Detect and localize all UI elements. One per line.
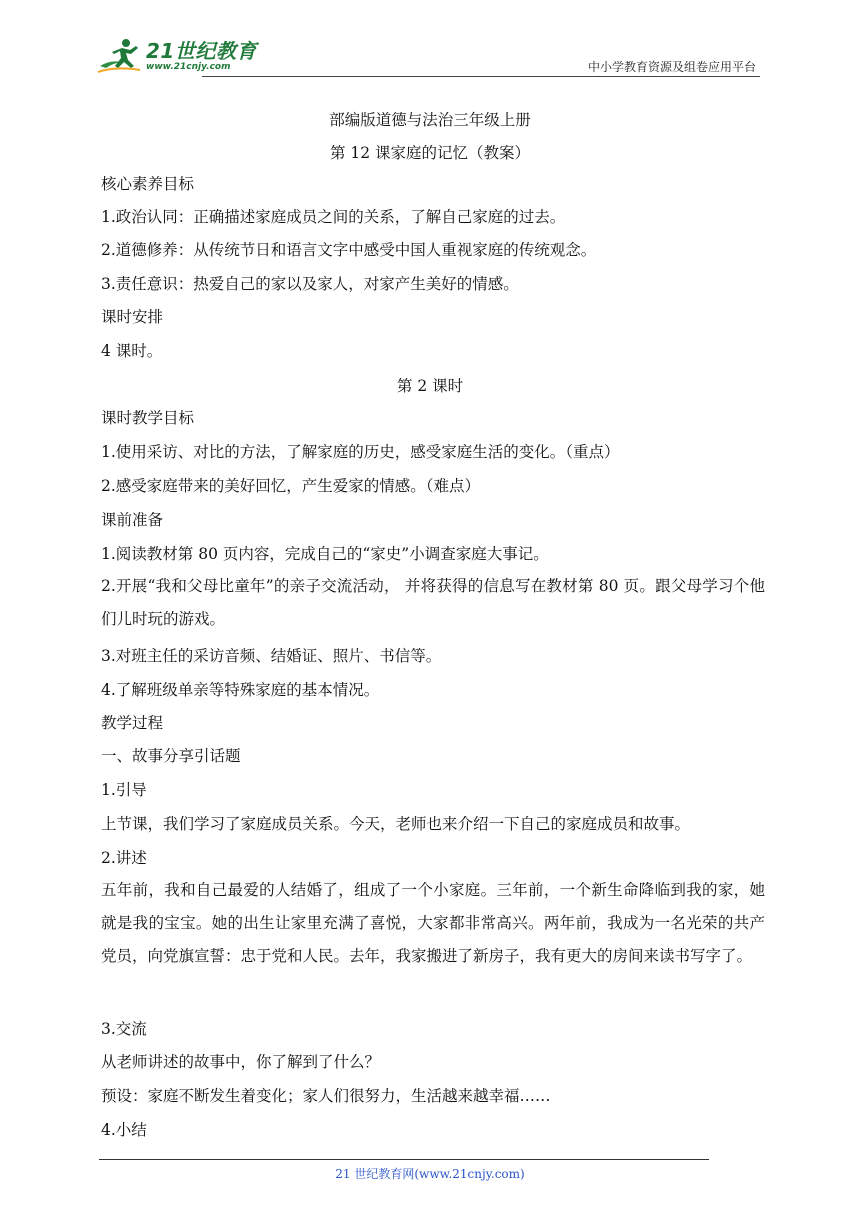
step-3-answer: 预设：家庭不断发生着变化；家人们很努力，生活越来越幸福……	[101, 1087, 551, 1105]
prep-item-2: 2.开展“我和父母比童年”的亲子交流活动， 并将获得的信息写在教材第 80 页。跟父母学习个他们儿时玩的游戏。	[101, 577, 765, 628]
schedule-text: 4 课时。	[101, 342, 163, 360]
heading-core: 核心素养目标	[101, 175, 195, 193]
step-3-label: 3.交流	[101, 1020, 147, 1038]
runner-logo-icon	[96, 36, 144, 76]
header-divider	[202, 76, 760, 77]
doc-title: 部编版道德与法治三年级上册	[329, 111, 531, 129]
heading-prep: 课前准备	[101, 511, 164, 529]
step-4-label: 4.小结	[101, 1121, 147, 1139]
page-header	[96, 28, 760, 80]
logo-url: www.21cnjy.com	[146, 61, 231, 72]
goal-item-2: 2.感受家庭带来的美好回忆，产生爱家的情感。（难点）	[101, 477, 481, 495]
core-item-2: 2.道德修养：从传统节日和语言文字中感受中国人重视家庭的传统观念。	[101, 241, 597, 259]
section-1-heading: 一、故事分享引话题	[101, 747, 241, 765]
step-1-text: 上节课，我们学习了家庭成员关系。今天，老师也来介绍一下自己的家庭成员和故事。	[101, 815, 691, 833]
lesson-heading: 第 2 课时	[396, 377, 464, 395]
step-2-text: 五年前，我和自己最爱的人结婚了，组成了一个小家庭。三年前，一个新生命降临到我的家，她就是我的宝宝。她的出生让家里充满了喜悦，大家都非常高兴。两年前，我成为一名光荣的共产党员，向党旗宣誓：忠于党和人民。去年，我家搬进了新房子，我有更大的房间来读书写字了。	[101, 881, 765, 965]
prep-item-4: 4.了解班级单亲等特殊家庭的基本情况。	[101, 681, 380, 699]
doc-subtitle: 第 12 课家庭的记忆（教案）	[329, 144, 531, 162]
step-2-label: 2.讲述	[101, 849, 147, 867]
step-3-question: 从老师讲述的故事中，你了解到了什么？	[101, 1053, 381, 1071]
platform-name: 中小学教育资源及组卷应用平台	[587, 60, 756, 74]
goal-item-1: 1.使用采访、对比的方法，了解家庭的历史，感受家庭生活的变化。（重点）	[101, 443, 620, 461]
prep-item-3: 3.对班主任的采访音频、结婚证、照片、书信等。	[101, 647, 442, 665]
heading-goals: 课时教学目标	[101, 409, 195, 427]
logo-name: 21世纪教育	[146, 38, 257, 63]
heading-schedule: 课时安排	[101, 308, 164, 326]
prep-item-1: 1.阅读教材第 80 页内容，完成自己的“家史”小调查家庭大事记。	[101, 545, 549, 563]
core-item-1: 1.政治认同：正确描述家庭成员之间的关系，了解自己家庭的过去。	[101, 208, 566, 226]
core-item-3: 3.责任意识：热爱自己的家以及家人，对家产生美好的情感。	[101, 275, 519, 293]
step-1-label: 1.引导	[101, 781, 147, 799]
logo	[96, 36, 257, 76]
footer-link[interactable]: 21 世纪教育网(www.21cnjy.com)	[335, 1167, 525, 1181]
footer-divider	[99, 1159, 709, 1160]
heading-process: 教学过程	[101, 714, 164, 732]
